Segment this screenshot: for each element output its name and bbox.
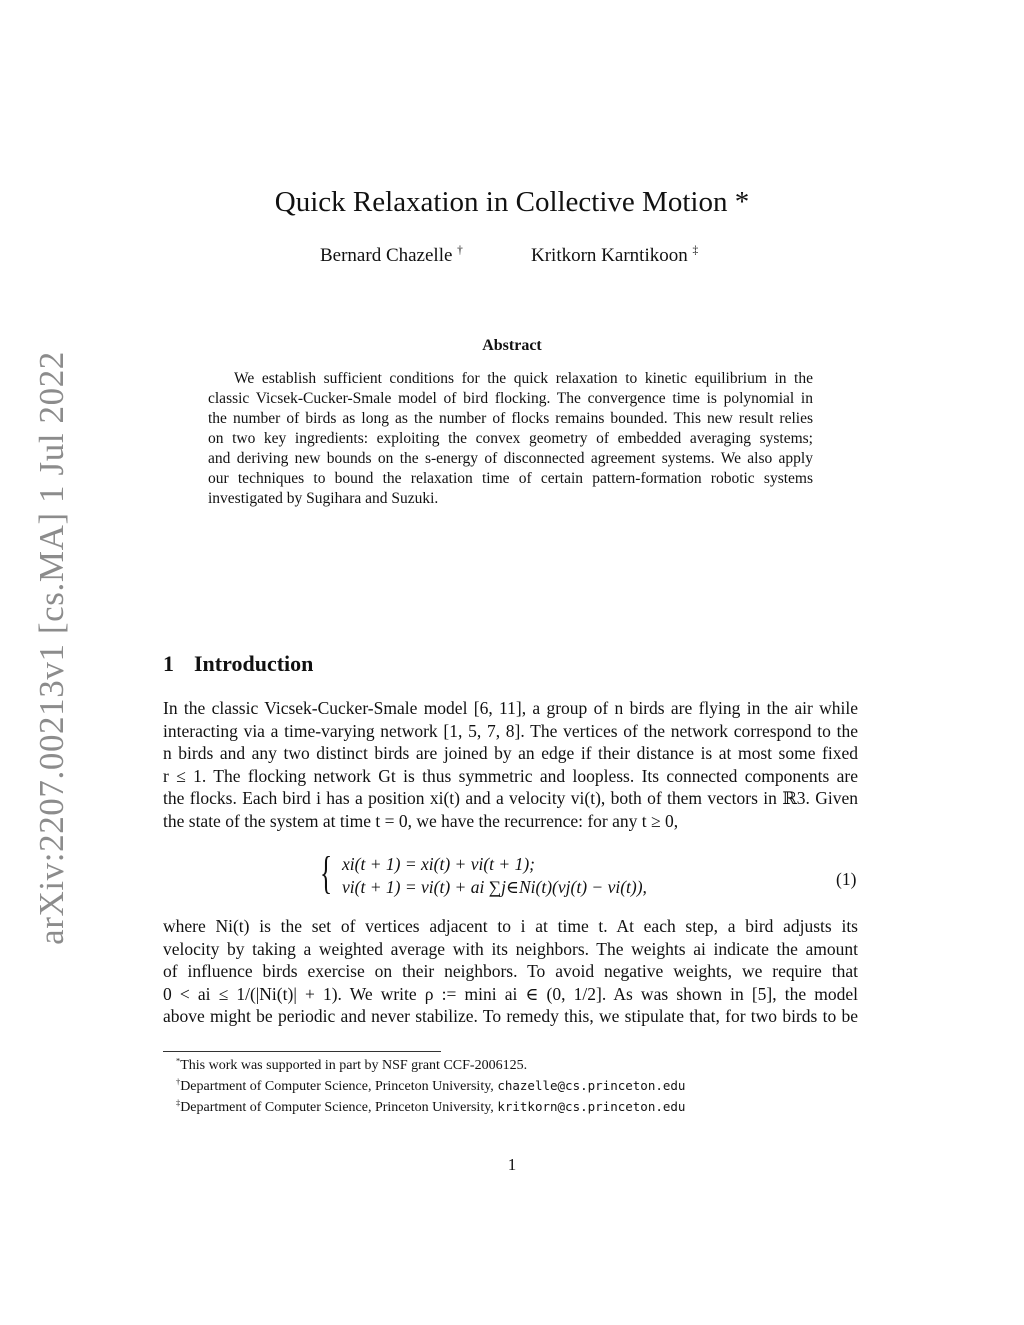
intro-paragraph: [163, 697, 858, 833]
footnote-mark: *: [176, 1056, 181, 1066]
paper-title: Quick Relaxation in Collective Motion *: [274, 186, 750, 218]
footnote-divider: [163, 1051, 441, 1052]
intro-paragraph-continued: [163, 915, 858, 1028]
abstract-line: and deriving new bounds on the s-energy of disconnected agreement systems. We also apply: [208, 450, 813, 467]
author-2-mark: ‡: [692, 244, 699, 257]
section-heading: [163, 651, 313, 677]
equation-line-1: xi(t + 1) = xi(t) + vi(t + 1);: [342, 854, 536, 874]
footnote-mark: †: [176, 1077, 181, 1087]
intro-line: In the classic Vicsek-Cucker-Smale model [6, 11], a group of n birds are flying in the air while: [163, 698, 858, 718]
equation-line-2: vi(t + 1) = vi(t) + ai ∑j∈Ni(t)(vj(t) − vi(t)),: [342, 877, 647, 897]
intro-line: velocity by taking a weighted average with its neighbors. The weights ai indicate the amount: [163, 938, 858, 959]
section-number: 1: [163, 651, 174, 676]
abstract-heading: Abstract: [482, 337, 542, 354]
intro-line: above might be periodic and never stabilize. To remedy this, we stipulate that, for two birds to be: [163, 1006, 858, 1027]
equation-number: (1): [836, 869, 857, 889]
author-2: [531, 245, 698, 267]
abstract-line: our techniques to bound the relaxation time of certain pattern-formation robotic systems: [208, 470, 813, 487]
abstract-line: We establish sufficient conditions for the quick relaxation to kinetic equilibrium in the: [234, 370, 813, 387]
footnote-text: Department of Computer Science, Princeton University,: [180, 1079, 498, 1094]
author-1-mark: †: [457, 244, 463, 257]
intro-line: of influence birds exercise on their neighbors. To avoid negative weights, we require that: [163, 961, 858, 982]
section-title: Introduction: [194, 651, 314, 676]
footnote: [176, 1076, 685, 1097]
abstract-line: on two key ingredients: exploiting the convex geometry of embedded averaging systems;: [208, 430, 813, 447]
author-1-name: Bernard Chazelle: [320, 245, 453, 266]
intro-line: the state of the system at time t = 0, we have the recurrence: for any t ≥ 0,: [163, 810, 679, 831]
intro-line: where Ni(t) is the set of vertices adjacent to i at time t. At each step, a bird adjusts its: [163, 916, 858, 936]
author-2-name: Kritkorn Karntikoon: [531, 245, 688, 266]
footnote-text: Department of Computer Science, Princeton University,: [180, 1100, 498, 1115]
footnote: [176, 1097, 685, 1118]
abstract-line: classic Vicsek-Cucker-Smale model of bird flocking. The convergence time is polynomial in: [208, 390, 813, 407]
abstract-line: the number of birds as long as the number of flocks remains bounded. This new result relies: [208, 410, 813, 427]
footnote: [176, 1056, 685, 1076]
intro-line: interacting via a time-varying network [1, 5, 7, 8]. The vertices of the network correspond to the: [163, 720, 858, 741]
intro-line: r ≤ 1. The flocking network Gt is thus symmetric and loopless. Its connected components are: [163, 765, 858, 786]
arxiv-identifier: arXiv:2207.00213v1 [cs.MA] 1 Jul 2022: [32, 351, 71, 945]
footnote-mark: ‡: [176, 1098, 181, 1108]
intro-line: n birds and any two distinct birds are joined by an edge if their distance is at most some fixed: [163, 743, 858, 764]
footnote-email[interactable]: kritkorn@cs.princeton.edu: [497, 1099, 686, 1114]
abstract-body: [208, 369, 813, 509]
equation-brace: {: [320, 847, 333, 898]
footnote-text: This work was supported in part by NSF grant CCF-2006125.: [180, 1058, 528, 1073]
footnotes: [176, 1056, 685, 1118]
footnote-email[interactable]: chazelle@cs.princeton.edu: [497, 1078, 686, 1093]
page-number: 1: [507, 1155, 517, 1174]
author-1: [320, 245, 463, 267]
intro-line: the flocks. Each bird i has a position xi(t) and a velocity vi(t), both of them vectors in ℝ3. Given: [163, 788, 858, 809]
intro-line: 0 < ai ≤ 1/(|Ni(t)| + 1). We write ρ := mini ai ∈ (0, 1/2]. As was shown in [5], the model: [163, 983, 858, 1004]
abstract-line: investigated by Sugihara and Suzuki.: [208, 490, 439, 507]
